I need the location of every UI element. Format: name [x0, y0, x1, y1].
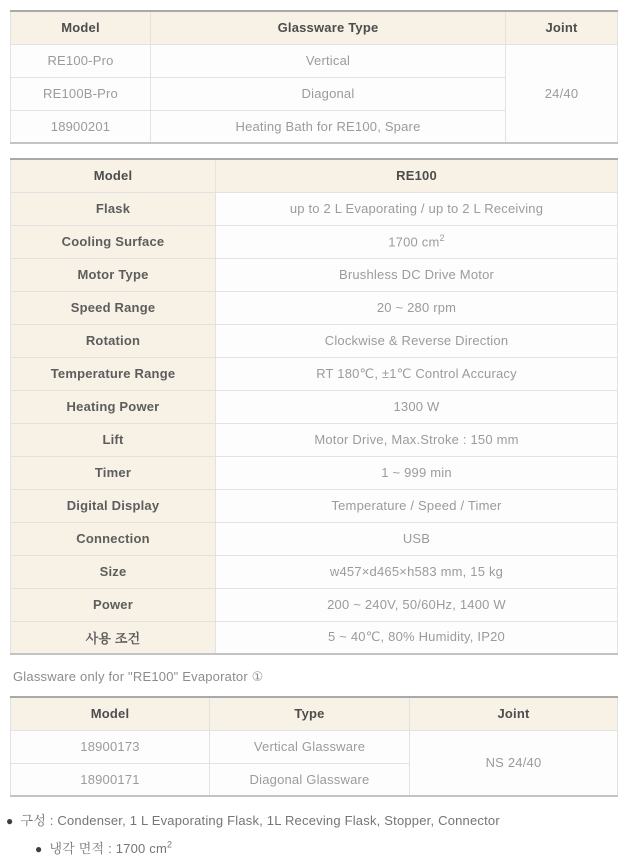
spec-value-connection: USB	[216, 522, 618, 555]
t1-header-glassware-type: Glassware Type	[151, 11, 506, 44]
table-row	[11, 192, 618, 225]
table-header-row	[11, 159, 618, 192]
table-row	[11, 555, 618, 588]
t3-header-joint: Joint	[410, 697, 618, 730]
spec-value-digital-display: Temperature / Speed / Timer	[216, 489, 618, 522]
model-cell: 18900171	[11, 763, 210, 796]
spec-label-power: Power	[11, 588, 216, 621]
model-cell: 18900173	[11, 730, 210, 763]
spec-value-flask: up to 2 L Evaporating / up to 2 L Receiving	[216, 192, 618, 225]
spec-value-timer: 1 ~ 999 min	[216, 456, 618, 489]
value-text: 1700 cm	[388, 234, 440, 250]
glassware-type-table	[10, 10, 618, 144]
joint-cell: NS 24/40	[410, 730, 618, 796]
type-cell: Diagonal	[151, 77, 506, 110]
glassware-only-table	[10, 696, 618, 797]
spec-value-cooling-surface	[216, 225, 618, 258]
table-row	[11, 225, 618, 258]
table-row	[11, 588, 618, 621]
type-cell: Vertical Glassware	[210, 730, 410, 763]
table-row	[11, 357, 618, 390]
spec-label-heating-power: Heating Power	[11, 390, 216, 423]
table-row	[11, 621, 618, 654]
footnote-cooling-area-text: 냉각 면적 : 1700 cm	[49, 841, 167, 856]
re100-spec-table	[10, 158, 618, 655]
bullet-icon: ●	[35, 842, 43, 856]
spec-label-temperature-range: Temperature Range	[11, 357, 216, 390]
superscript: 2	[167, 839, 173, 850]
spec-value-operating-conditions: 5 ~ 40℃, 80% Humidity, IP20	[216, 621, 618, 654]
footnote-composition	[6, 810, 617, 829]
spec-label-lift: Lift	[11, 423, 216, 456]
spec-value-temperature-range: RT 180℃, ±1℃ Control Accuracy	[216, 357, 618, 390]
table-row	[11, 324, 618, 357]
spec-label-rotation: Rotation	[11, 324, 216, 357]
spec-value-rotation: Clockwise & Reverse Direction	[216, 324, 618, 357]
spec-label-cooling-surface: Cooling Surface	[11, 225, 216, 258]
table-header-row	[11, 697, 618, 730]
spec-label-timer: Timer	[11, 456, 216, 489]
spec-label-speed-range: Speed Range	[11, 291, 216, 324]
spec-value-speed-range: 20 ~ 280 rpm	[216, 291, 618, 324]
table-header-row	[11, 11, 618, 44]
spec-value-motor-type: Brushless DC Drive Motor	[216, 258, 618, 291]
type-cell: Vertical	[151, 44, 506, 77]
model-cell: RE100B-Pro	[11, 77, 151, 110]
table-row	[11, 390, 618, 423]
t2-header-model: Model	[11, 159, 216, 192]
spec-label-flask: Flask	[11, 192, 216, 225]
t3-header-model: Model	[11, 697, 210, 730]
table-row	[11, 456, 618, 489]
spec-label-connection: Connection	[11, 522, 216, 555]
type-cell: Diagonal Glassware	[210, 763, 410, 796]
spec-label-size: Size	[11, 555, 216, 588]
spec-value-lift: Motor Drive, Max.Stroke : 150 mm	[216, 423, 618, 456]
table-row	[11, 291, 618, 324]
spec-value-size: w457×d465×h583 mm, 15 kg	[216, 555, 618, 588]
table-row	[11, 730, 618, 763]
spec-label-digital-display: Digital Display	[11, 489, 216, 522]
table-row	[11, 423, 618, 456]
t3-header-type: Type	[210, 697, 410, 730]
table-row	[11, 489, 618, 522]
t1-header-model: Model	[11, 11, 151, 44]
table-row	[11, 44, 618, 77]
t1-header-joint: Joint	[506, 11, 618, 44]
spec-value-heating-power: 1300 W	[216, 390, 618, 423]
model-cell: RE100-Pro	[11, 44, 151, 77]
t2-header-re100: RE100	[216, 159, 618, 192]
table-row	[11, 258, 618, 291]
model-cell: 18900201	[11, 110, 151, 143]
table-row	[11, 522, 618, 555]
bullet-icon: ●	[6, 814, 14, 828]
spec-value-power: 200 ~ 240V, 50/60Hz, 1400 W	[216, 588, 618, 621]
footnote-composition-text: 구성 : Condenser, 1 L Evaporating Flask, 1L Receving Flask, Stopper, Connector	[20, 813, 500, 828]
spec-label-motor-type: Motor Type	[11, 258, 216, 291]
type-cell: Heating Bath for RE100, Spare	[151, 110, 506, 143]
glassware-caption: Glassware only for "RE100" Evaporator ①	[13, 669, 264, 684]
footnote-cooling-area	[35, 838, 617, 857]
superscript: 2	[439, 233, 445, 244]
spec-label-operating-conditions: 사용 조건	[11, 621, 216, 654]
joint-cell: 24/40	[506, 44, 618, 143]
